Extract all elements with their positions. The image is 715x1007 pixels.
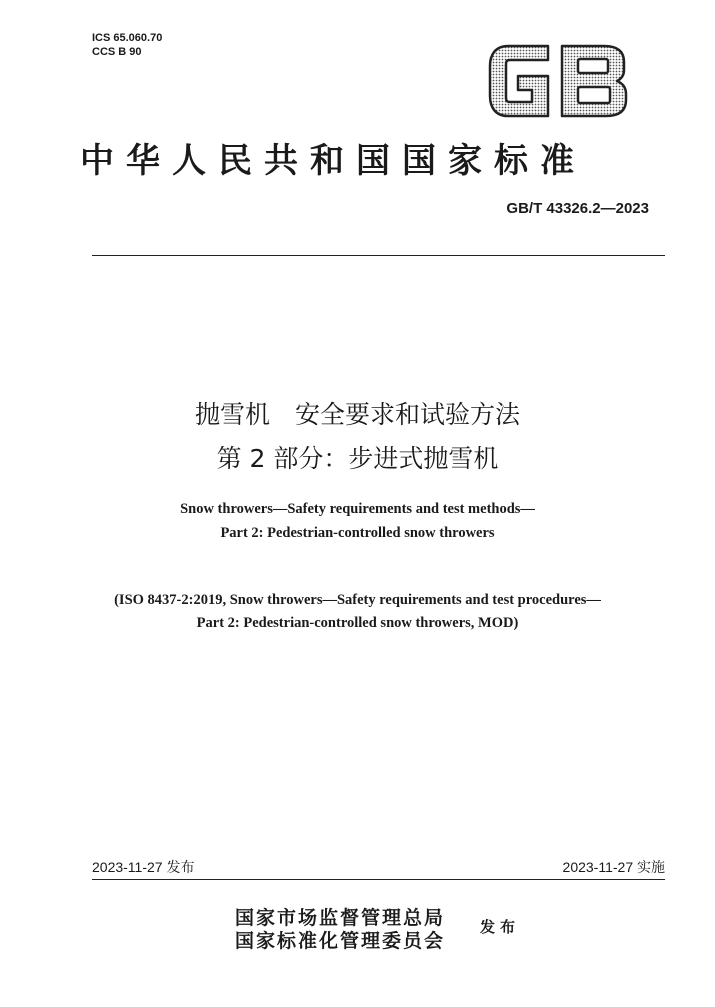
ics-code: ICS 65.060.70 — [92, 32, 163, 44]
gb-logo — [486, 40, 630, 122]
top-divider — [92, 255, 665, 256]
standard-number: GB/T 43326.2—2023 — [506, 200, 649, 217]
gb-logo-text: GB — [486, 40, 488, 41]
iso-reference-line-1: (ISO 8437-2:2019, Snow throwers—Safety requirements and test procedures— — [114, 592, 601, 608]
issuer-sac: 国家标准化管理委员会 — [235, 930, 446, 952]
chinese-title-line-1: 抛雪机 安全要求和试验方法 — [194, 400, 520, 429]
ccs-code: CCS B 90 — [92, 46, 142, 58]
english-title-line-1: Snow throwers—Safety requirements and test methods— — [180, 501, 535, 517]
implement-date: 2023-11-27 实施 — [562, 859, 665, 875]
classification-codes — [92, 31, 162, 59]
issuer-samr: 国家市场监督管理总局 — [235, 907, 446, 929]
issue-label: 发布 — [480, 918, 521, 936]
chinese-title-line-2: 第 2 部分：步进式抛雪机 — [216, 444, 499, 473]
english-title-line-2: Part 2: Pedestrian-controlled snow throwers — [220, 525, 495, 541]
publish-date: 2023-11-27 发布 — [92, 859, 195, 875]
iso-reference-line-2: Part 2: Pedestrian-controlled snow throwers, MOD) — [196, 615, 519, 631]
bottom-divider — [92, 879, 665, 880]
standard-type-heading: 中华人民共和国国家标准 — [80, 141, 586, 181]
